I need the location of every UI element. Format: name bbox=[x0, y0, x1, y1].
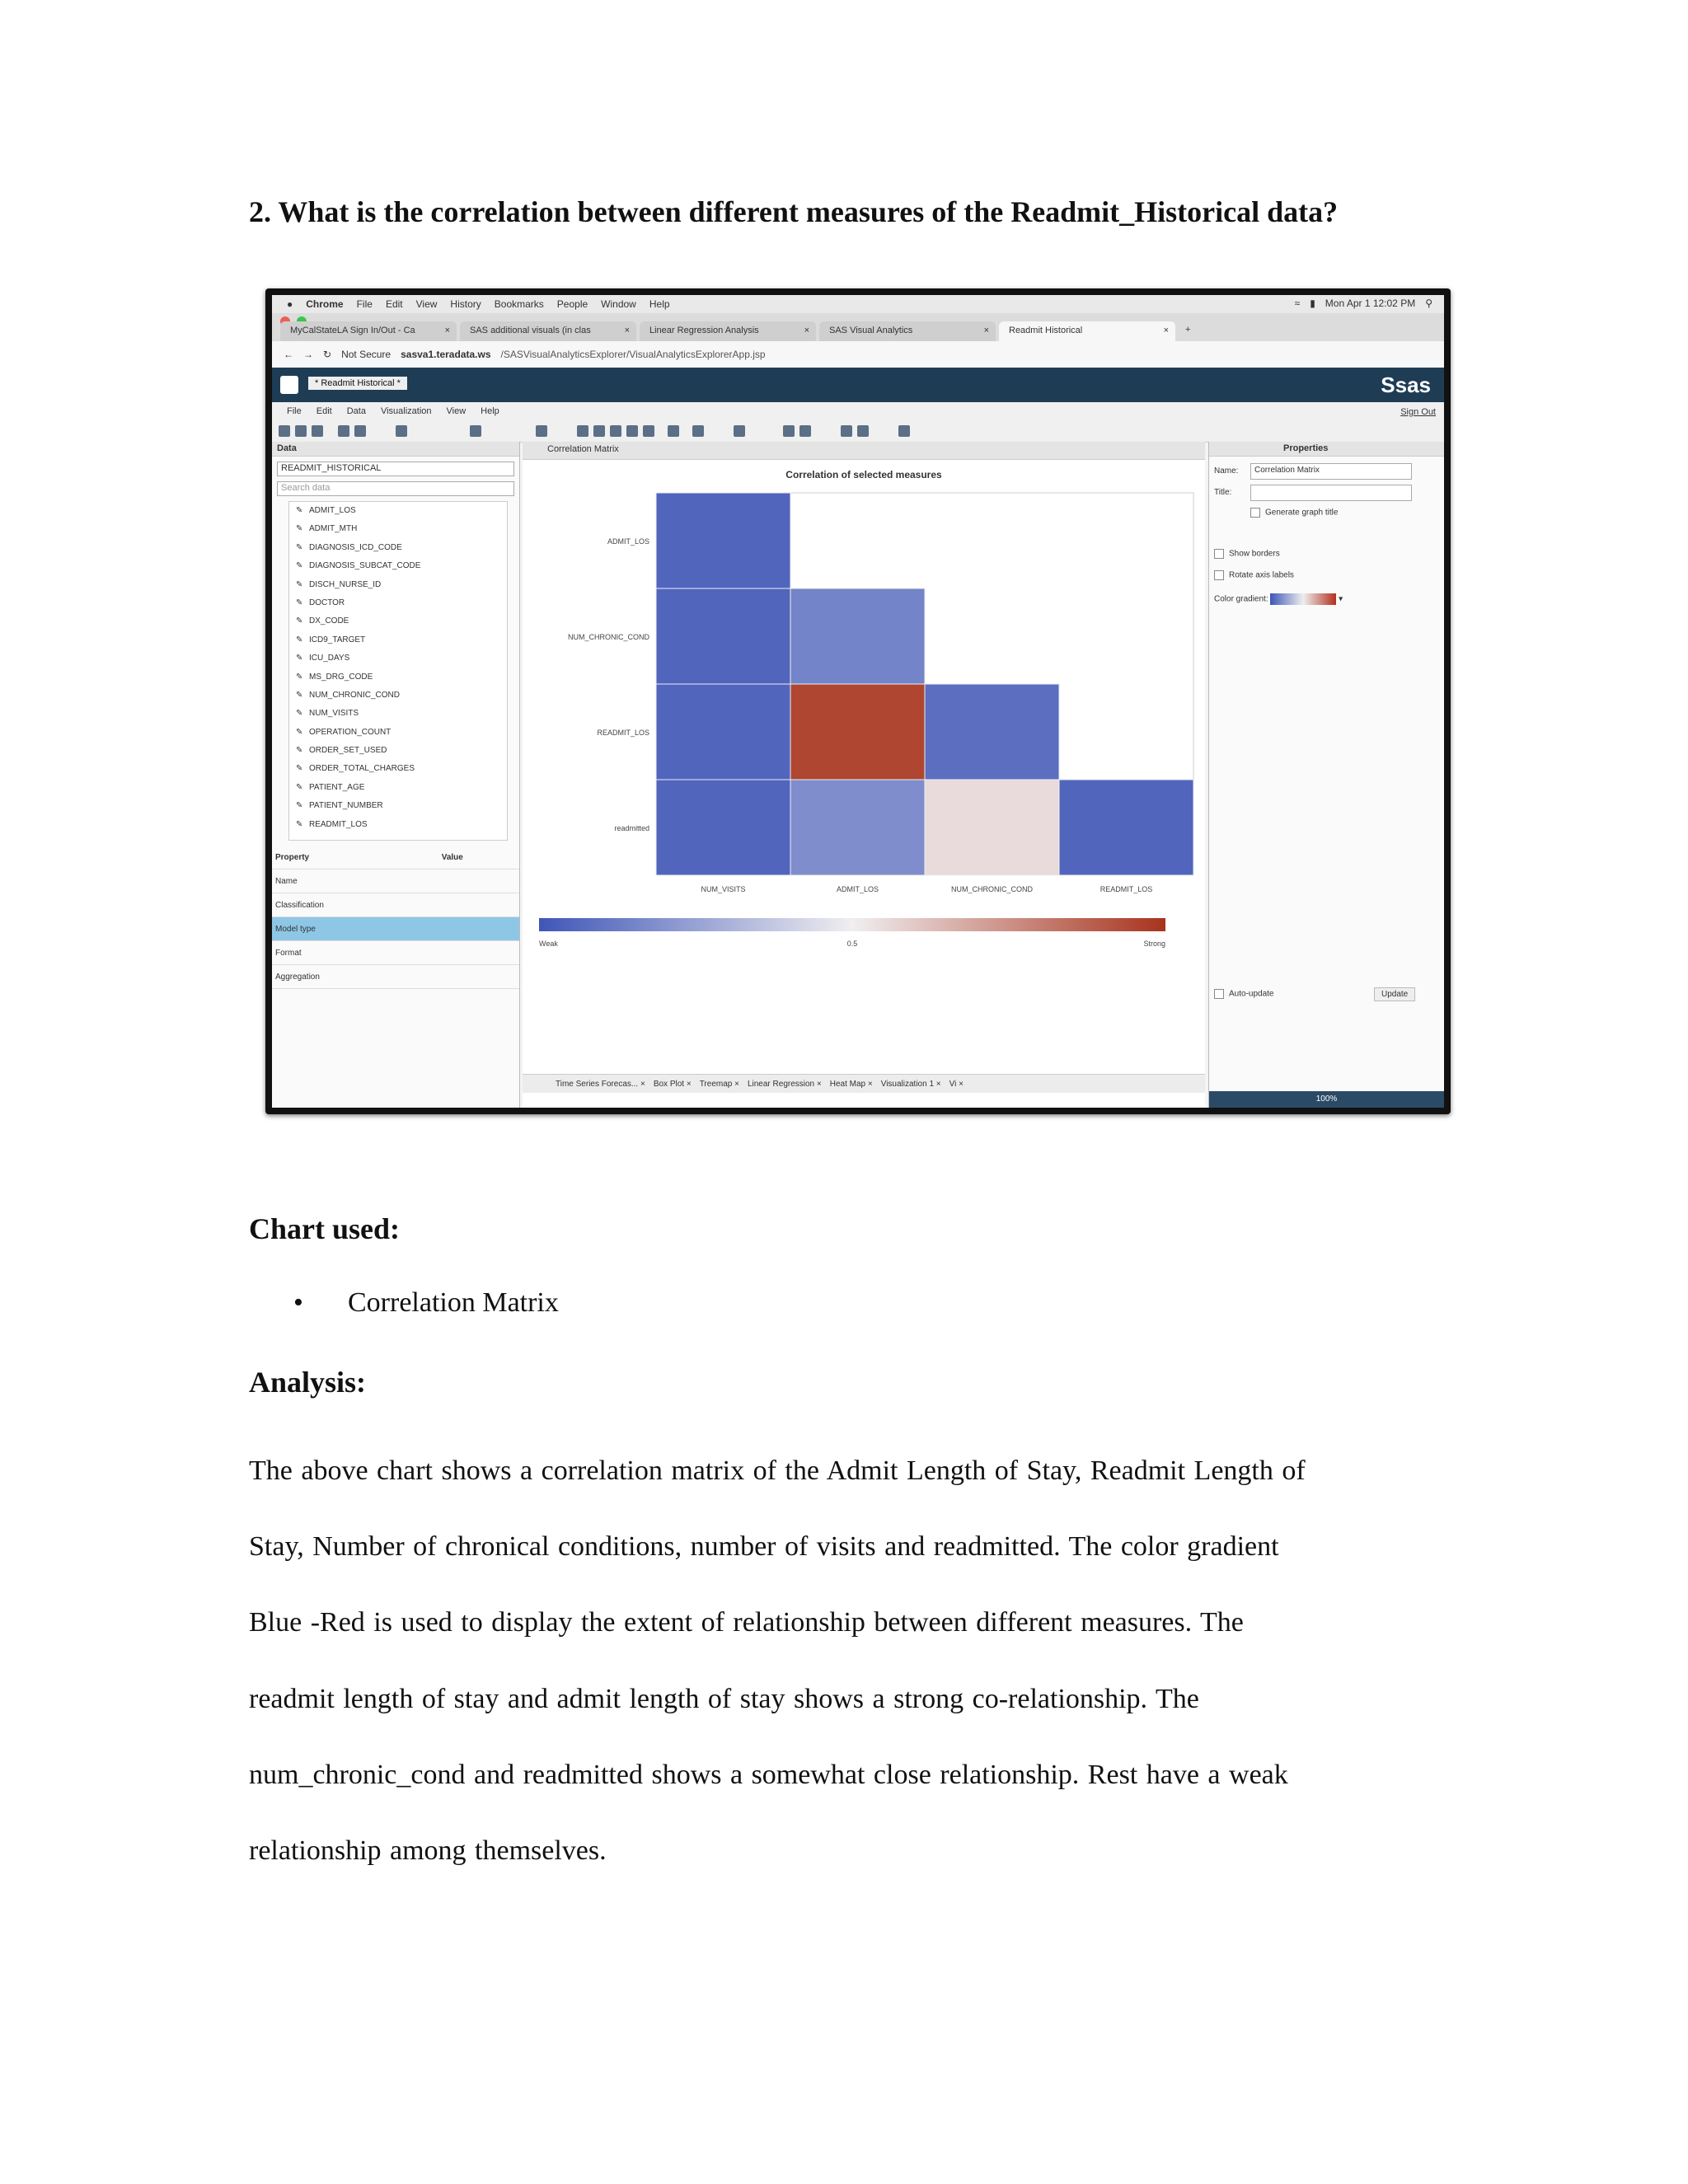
open-icon[interactable] bbox=[295, 425, 307, 437]
measure-list-item[interactable]: ✎ NUM_VISITS bbox=[289, 705, 507, 723]
sas-logo: Ssas bbox=[1381, 373, 1431, 397]
data-search-input[interactable]: Search data bbox=[277, 481, 514, 496]
update-button[interactable]: Update bbox=[1374, 987, 1415, 1001]
apple-icon: ● bbox=[287, 298, 293, 310]
browser-tab-label: MyCalStateLA Sign In/Out - Ca bbox=[290, 326, 415, 335]
new-icon[interactable] bbox=[279, 425, 290, 437]
mac-menu-edit[interactable]: Edit bbox=[385, 298, 403, 310]
browser-tab[interactable] bbox=[280, 321, 457, 343]
undo-icon[interactable] bbox=[338, 425, 349, 437]
menu-view[interactable]: View bbox=[446, 406, 467, 416]
browser-tab-label: Linear Regression Analysis bbox=[649, 326, 759, 335]
visualization-tabs bbox=[523, 1074, 1205, 1093]
chart-type-icon[interactable] bbox=[841, 425, 852, 437]
property-name: Name bbox=[272, 869, 438, 893]
browser-tab-strip bbox=[272, 313, 1444, 341]
correlation-matrix-chart bbox=[523, 460, 1205, 1004]
measure-list-item[interactable]: ✎ PATIENT_NUMBER bbox=[289, 797, 507, 815]
analysis-line: Stay, Number of chronical conditions, number of visits and readmitted. The color gradient bbox=[249, 1531, 1279, 1562]
menu-file[interactable]: File bbox=[287, 406, 302, 416]
heatmap-cell bbox=[925, 780, 1059, 875]
measure-list-item[interactable]: ✎ PATIENT_AGE bbox=[289, 779, 507, 797]
property-header: Property bbox=[272, 846, 438, 869]
analysis-line: relationship among themselves. bbox=[249, 1835, 607, 1866]
visualization-tab[interactable]: Vi × bbox=[949, 1079, 964, 1089]
checkbox-icon[interactable] bbox=[1214, 570, 1224, 580]
properties-panel bbox=[1208, 442, 1444, 1108]
chart-type-icon[interactable] bbox=[692, 425, 704, 437]
sas-screenshot bbox=[265, 288, 1451, 1114]
y-axis-tick-label: READMIT_LOS bbox=[597, 729, 649, 737]
screenshot-screen bbox=[272, 295, 1444, 1108]
url-path[interactable]: /SASVisualAnalyticsExplorer/VisualAnalyticsExplorerApp.jsp bbox=[500, 349, 766, 360]
auto-update-label: Auto-update bbox=[1229, 989, 1274, 999]
generate-title-label: Generate graph title bbox=[1265, 508, 1339, 518]
property-name: Classification bbox=[272, 893, 438, 917]
mac-menu-help[interactable]: Help bbox=[649, 298, 670, 310]
visualization-tab[interactable]: Heat Map × bbox=[829, 1079, 873, 1089]
sas-header bbox=[272, 368, 1444, 402]
report-title-tab[interactable]: * Readmit Historical * bbox=[308, 377, 407, 390]
rotate-labels-option[interactable] bbox=[1214, 570, 1294, 580]
measure-list-item[interactable]: ✎ DIAGNOSIS_SUBCAT_CODE bbox=[289, 557, 507, 575]
x-axis-tick-label: READMIT_LOS bbox=[1100, 885, 1153, 893]
browser-tab-label: SAS Visual Analytics bbox=[829, 326, 913, 335]
data-panel bbox=[272, 442, 520, 1108]
legend-weak-label: Weak bbox=[539, 940, 558, 948]
property-value[interactable] bbox=[438, 893, 519, 917]
wifi-icon: ≈ bbox=[1294, 298, 1301, 309]
measure-list-item[interactable]: ✎ ICD9_TARGET bbox=[289, 631, 507, 649]
checkbox-checked-icon[interactable] bbox=[1214, 549, 1224, 559]
menu-edit[interactable]: Edit bbox=[316, 406, 332, 416]
measure-list-item[interactable]: ✎ DISCH_NURSE_ID bbox=[289, 576, 507, 594]
chart-type-icon[interactable] bbox=[898, 425, 910, 437]
mac-menu-bookmarks[interactable]: Bookmarks bbox=[494, 298, 544, 310]
x-axis-tick-label: NUM_CHRONIC_COND bbox=[950, 885, 1034, 893]
generate-title-option[interactable] bbox=[1250, 508, 1338, 518]
checkbox-checked-icon[interactable] bbox=[1214, 989, 1224, 999]
property-name: Model type bbox=[272, 917, 438, 941]
browser-tab[interactable] bbox=[460, 321, 636, 343]
property-value[interactable] bbox=[438, 965, 519, 989]
battery-icon: ▮ bbox=[1310, 298, 1315, 309]
sign-out-link[interactable]: Sign Out bbox=[1400, 407, 1436, 417]
close-tab-icon[interactable]: × bbox=[444, 326, 450, 335]
forward-icon[interactable]: → bbox=[303, 349, 313, 360]
measure-list-item[interactable]: ✎ ORDER_SET_USED bbox=[289, 742, 507, 760]
browser-tab-active[interactable] bbox=[999, 321, 1175, 343]
browser-tab-label: SAS additional visuals (in clas bbox=[470, 326, 591, 335]
chart-type-icon[interactable] bbox=[643, 425, 654, 437]
y-axis-tick-label: ADMIT_LOS bbox=[607, 537, 649, 546]
mac-status-area bbox=[1295, 298, 1432, 309]
bullet-point: • bbox=[293, 1287, 303, 1318]
mac-menu-history[interactable]: History bbox=[450, 298, 481, 310]
measure-list-item[interactable]: ✎ READMIT_LOS bbox=[289, 816, 507, 834]
measure-list[interactable] bbox=[288, 501, 508, 841]
heatmap-cell bbox=[1059, 780, 1193, 875]
close-tab-icon[interactable]: × bbox=[624, 326, 630, 335]
measure-list-item[interactable]: ✎ DIAGNOSIS_ICD_CODE bbox=[289, 539, 507, 557]
color-gradient-option bbox=[1214, 593, 1343, 605]
analysis-line: The above chart shows a correlation matrix of the Admit Length of Stay, Readmit Length of bbox=[249, 1455, 1306, 1486]
chart-used-item: Correlation Matrix bbox=[348, 1287, 559, 1318]
chart-type-icon[interactable] bbox=[783, 425, 795, 437]
measure-list-item[interactable]: ✎ ADMIT_MTH bbox=[289, 520, 507, 538]
property-name: Aggregation bbox=[272, 965, 438, 989]
mac-menu-bar bbox=[272, 295, 1444, 314]
measure-list-item[interactable]: ✎ NUM_CHRONIC_COND bbox=[289, 687, 507, 705]
visualization-tab[interactable]: Time Series Forecas... × bbox=[556, 1079, 645, 1089]
name-input[interactable]: Correlation Matrix bbox=[1250, 463, 1412, 480]
visualization-tab[interactable]: Treemap × bbox=[699, 1079, 739, 1089]
legend-mid-label: 0.5 bbox=[846, 940, 858, 948]
chevron-down-icon[interactable]: ▾ bbox=[1339, 594, 1343, 604]
chart-used-heading: Chart used: bbox=[249, 1212, 401, 1245]
visualization-tab[interactable]: Linear Regression × bbox=[747, 1079, 822, 1089]
property-value[interactable] bbox=[438, 941, 519, 965]
show-borders-option[interactable] bbox=[1214, 549, 1280, 559]
reload-icon[interactable]: ↻ bbox=[323, 349, 332, 360]
measure-list-item[interactable]: ✎ ORDER_TOTAL_CHARGES bbox=[289, 760, 507, 778]
close-tab-icon[interactable]: × bbox=[983, 326, 989, 335]
mac-menu-chrome[interactable]: Chrome bbox=[306, 298, 344, 310]
analysis-line: num_chronic_cond and readmitted shows a somewhat close relationship. Rest have a weak bbox=[249, 1760, 1288, 1790]
save-icon[interactable] bbox=[312, 425, 323, 437]
heatmap-cell bbox=[790, 588, 925, 684]
url-host[interactable]: sasva1.teradata.ws bbox=[401, 349, 491, 360]
chart-type-icon[interactable] bbox=[857, 425, 869, 437]
analysis-line: Blue -Red is used to display the extent of relationship between different measures. The bbox=[249, 1607, 1244, 1638]
value-header: Value bbox=[438, 846, 519, 869]
heatmap-cell bbox=[925, 684, 1059, 780]
measure-list-item[interactable]: ✎ ADMIT_LOS bbox=[289, 502, 507, 520]
heatmap-cell bbox=[656, 780, 790, 875]
heatmap-cell bbox=[656, 493, 790, 588]
chart-type-icon[interactable] bbox=[799, 425, 811, 437]
browser-tab[interactable] bbox=[819, 321, 996, 343]
app-menu-bar bbox=[272, 402, 1444, 420]
analysis-line: readmit length of stay and admit length of stay shows a strong co-relationship. The bbox=[249, 1684, 1199, 1714]
chart-type-icon[interactable] bbox=[668, 425, 679, 437]
back-icon[interactable]: ← bbox=[284, 349, 293, 360]
browser-tab-label: Readmit Historical bbox=[1009, 326, 1083, 335]
redo-icon[interactable] bbox=[354, 425, 366, 437]
home-icon[interactable] bbox=[280, 376, 298, 394]
browser-tab[interactable] bbox=[640, 321, 816, 343]
visualization-tab-title[interactable]: Correlation Matrix bbox=[523, 442, 1205, 460]
chart-title: Correlation of selected measures bbox=[785, 469, 942, 480]
color-gradient-label: Color gradient: bbox=[1214, 594, 1268, 604]
x-axis-tick-label: ADMIT_LOS bbox=[836, 885, 879, 893]
menu-help[interactable]: Help bbox=[481, 406, 499, 416]
measure-list-item[interactable]: ✎ DOCTOR bbox=[289, 594, 507, 612]
chart-type-icon[interactable] bbox=[610, 425, 621, 437]
title-label: Title: bbox=[1214, 488, 1232, 497]
x-axis-tick-label: NUM_VISITS bbox=[701, 885, 746, 893]
menu-visualization[interactable]: Visualization bbox=[380, 406, 432, 416]
measure-list-item[interactable]: ✎ ICU_DAYS bbox=[289, 649, 507, 668]
heatmap-cell bbox=[790, 780, 925, 875]
new-tab-icon[interactable]: + bbox=[1185, 325, 1191, 335]
data-panel-title: Data bbox=[272, 442, 519, 457]
close-tab-icon[interactable]: × bbox=[1163, 326, 1169, 335]
mac-menu-people[interactable]: People bbox=[556, 298, 588, 310]
measure-list-item[interactable]: ✎ OPERATION_COUNT bbox=[289, 724, 507, 742]
chart-type-icon[interactable] bbox=[577, 425, 588, 437]
color-gradient-swatch[interactable] bbox=[1270, 593, 1336, 605]
y-axis-tick-label: NUM_CHRONIC_COND bbox=[567, 633, 649, 641]
filter-icon[interactable] bbox=[470, 425, 481, 437]
name-label: Name: bbox=[1214, 466, 1239, 476]
chart-type-icon[interactable] bbox=[626, 425, 638, 437]
visualization-pane bbox=[523, 442, 1205, 1108]
analysis-heading: Analysis: bbox=[249, 1366, 367, 1399]
toolbar bbox=[272, 420, 1444, 443]
chart-type-icon[interactable] bbox=[734, 425, 745, 437]
address-bar bbox=[272, 341, 1444, 368]
property-value[interactable] bbox=[438, 869, 519, 893]
spotlight-search-icon[interactable]: ⚲ bbox=[1425, 298, 1432, 309]
close-tab-icon[interactable]: × bbox=[804, 326, 809, 335]
y-axis-tick-label: readmitted bbox=[614, 824, 649, 832]
property-value[interactable] bbox=[438, 917, 519, 941]
property-name: Format bbox=[272, 941, 438, 965]
rotate-labels-label: Rotate axis labels bbox=[1229, 570, 1294, 580]
measure-list-item[interactable]: ✎ MS_DRG_CODE bbox=[289, 668, 507, 687]
layout-icon[interactable] bbox=[396, 425, 407, 437]
clock-text: Mon Apr 1 12:02 PM bbox=[1325, 298, 1416, 309]
heatmap-cell bbox=[656, 684, 790, 780]
data-source-select[interactable]: READMIT_HISTORICAL bbox=[277, 462, 514, 476]
property-table bbox=[272, 846, 519, 989]
auto-update-option[interactable] bbox=[1214, 989, 1274, 999]
not-secure-label[interactable]: Not Secure bbox=[341, 349, 392, 360]
heatmap-cell bbox=[790, 684, 925, 780]
heatmap-cell bbox=[656, 588, 790, 684]
title-input[interactable] bbox=[1250, 485, 1412, 501]
mac-menu-window[interactable]: Window bbox=[601, 298, 636, 310]
question-heading: 2. What is the correlation between different measures of the Readmit_Historical data? bbox=[249, 195, 1339, 228]
zoom-level[interactable]: 100% bbox=[1209, 1091, 1444, 1108]
visualization-tab[interactable]: Visualization 1 × bbox=[880, 1079, 941, 1089]
visualization-tab[interactable]: Box Plot × bbox=[653, 1079, 692, 1089]
show-borders-label: Show borders bbox=[1229, 549, 1280, 559]
menu-data[interactable]: Data bbox=[346, 406, 366, 416]
checkbox-checked-icon[interactable] bbox=[1250, 508, 1260, 518]
properties-tab[interactable]: Properties bbox=[1209, 442, 1444, 457]
color-legend-bar bbox=[539, 918, 1165, 931]
measure-list-item[interactable]: ✎ DX_CODE bbox=[289, 612, 507, 630]
chart-type-icon[interactable] bbox=[593, 425, 605, 437]
mac-menu-file[interactable]: File bbox=[356, 298, 373, 310]
mac-menu-view[interactable]: View bbox=[415, 298, 438, 310]
new-visualization-icon[interactable] bbox=[536, 425, 547, 437]
legend-strong-label: Strong bbox=[1143, 940, 1165, 948]
